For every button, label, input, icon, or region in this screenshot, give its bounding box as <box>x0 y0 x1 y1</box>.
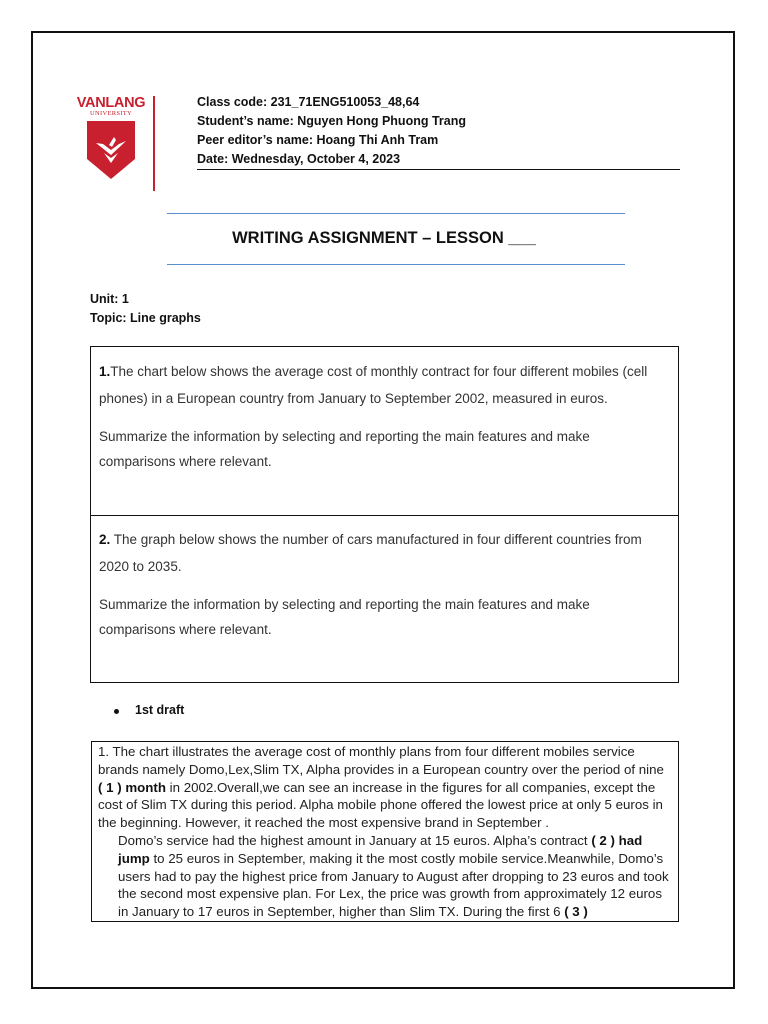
title-rule-bottom <box>167 264 625 265</box>
student-name: Student’s name: Nguyen Hong Phuong Trang <box>197 114 466 128</box>
logo-subtitle: UNIVERSITY <box>90 110 132 117</box>
task-1 <box>99 358 669 474</box>
task-box <box>90 346 679 683</box>
draft-text: Domo’s service had the highest amount in January at 15 euros. Alpha’s contract <box>118 832 592 848</box>
topic-label: Topic: Line graphs <box>90 311 201 325</box>
draft-label: 1st draft <box>135 703 185 717</box>
correction-mark-2: ( 2 ) had jump <box>118 832 643 866</box>
class-code: Class code: 231_71ENG510053_48,64 <box>197 95 420 109</box>
header-info <box>197 93 466 169</box>
unit-label: Unit: 1 <box>90 292 129 306</box>
draft-paragraph-2 <box>98 832 672 921</box>
draft-text: in 2002.Overall,we can see an increase in the figures for all companies, except the cost of Slim TX during this period. Alpha mobile phone offered the lowest price at only 5 euros in the beginning. However, it reached the most expensive brand in September . <box>98 779 663 831</box>
draft-text-box <box>91 741 679 922</box>
title-rule-top <box>167 213 625 214</box>
task-prompt: The chart below shows the average cost of monthly contract for four different mobiles (cell phones) in a European country from January to September 2002, measured in euros. <box>99 364 648 406</box>
shield-icon <box>85 119 137 181</box>
task-instruction: Summarize the information by selecting and reporting the main features and make comparisons where relevant. <box>99 597 590 637</box>
task-number: 2. <box>99 532 111 547</box>
page-title: WRITING ASSIGNMENT – LESSON ___ <box>232 229 536 247</box>
date: Date: Wednesday, October 4, 2023 <box>197 152 401 166</box>
task-number: 1. <box>99 364 111 379</box>
draft-heading <box>114 703 184 717</box>
peer-editor-name: Peer editor’s name: Hoang Thi Anh Tram <box>197 133 439 147</box>
task-divider <box>91 515 678 516</box>
draft-text: 1. The chart illustrates the average cost of monthly plans from four different mobiles service brands namely Domo,Lex,Slim TX, Alpha provides in a European country over the period of nine <box>98 744 664 777</box>
correction-mark-3: ( 3 ) <box>564 904 588 920</box>
draft-paragraph-1 <box>98 743 672 832</box>
university-logo <box>72 95 154 195</box>
correction-mark-1: ( 1 ) month <box>98 779 166 795</box>
unit-topic <box>90 290 201 328</box>
logo-name: VANLANG <box>76 95 146 111</box>
logo-divider <box>153 96 155 191</box>
draft-text: to 25 euros in September, making it the most costly mobile service.Meanwhile, Domo’s users had to pay the highest price from January to August after dropping to 23 euros and took the second most expensive plan. For Lex, the price was growth from approximately 12 euros in January to 17 euros in September, higher than Slim TX. During the first 6 <box>118 850 669 920</box>
header-rule <box>197 169 680 170</box>
task-2 <box>99 526 669 642</box>
task-instruction: Summarize the information by selecting and reporting the main features and make comparisons where relevant. <box>99 429 590 469</box>
task-prompt: The graph below shows the number of cars manufactured in four different countries from 2020 to 2035. <box>99 532 642 574</box>
